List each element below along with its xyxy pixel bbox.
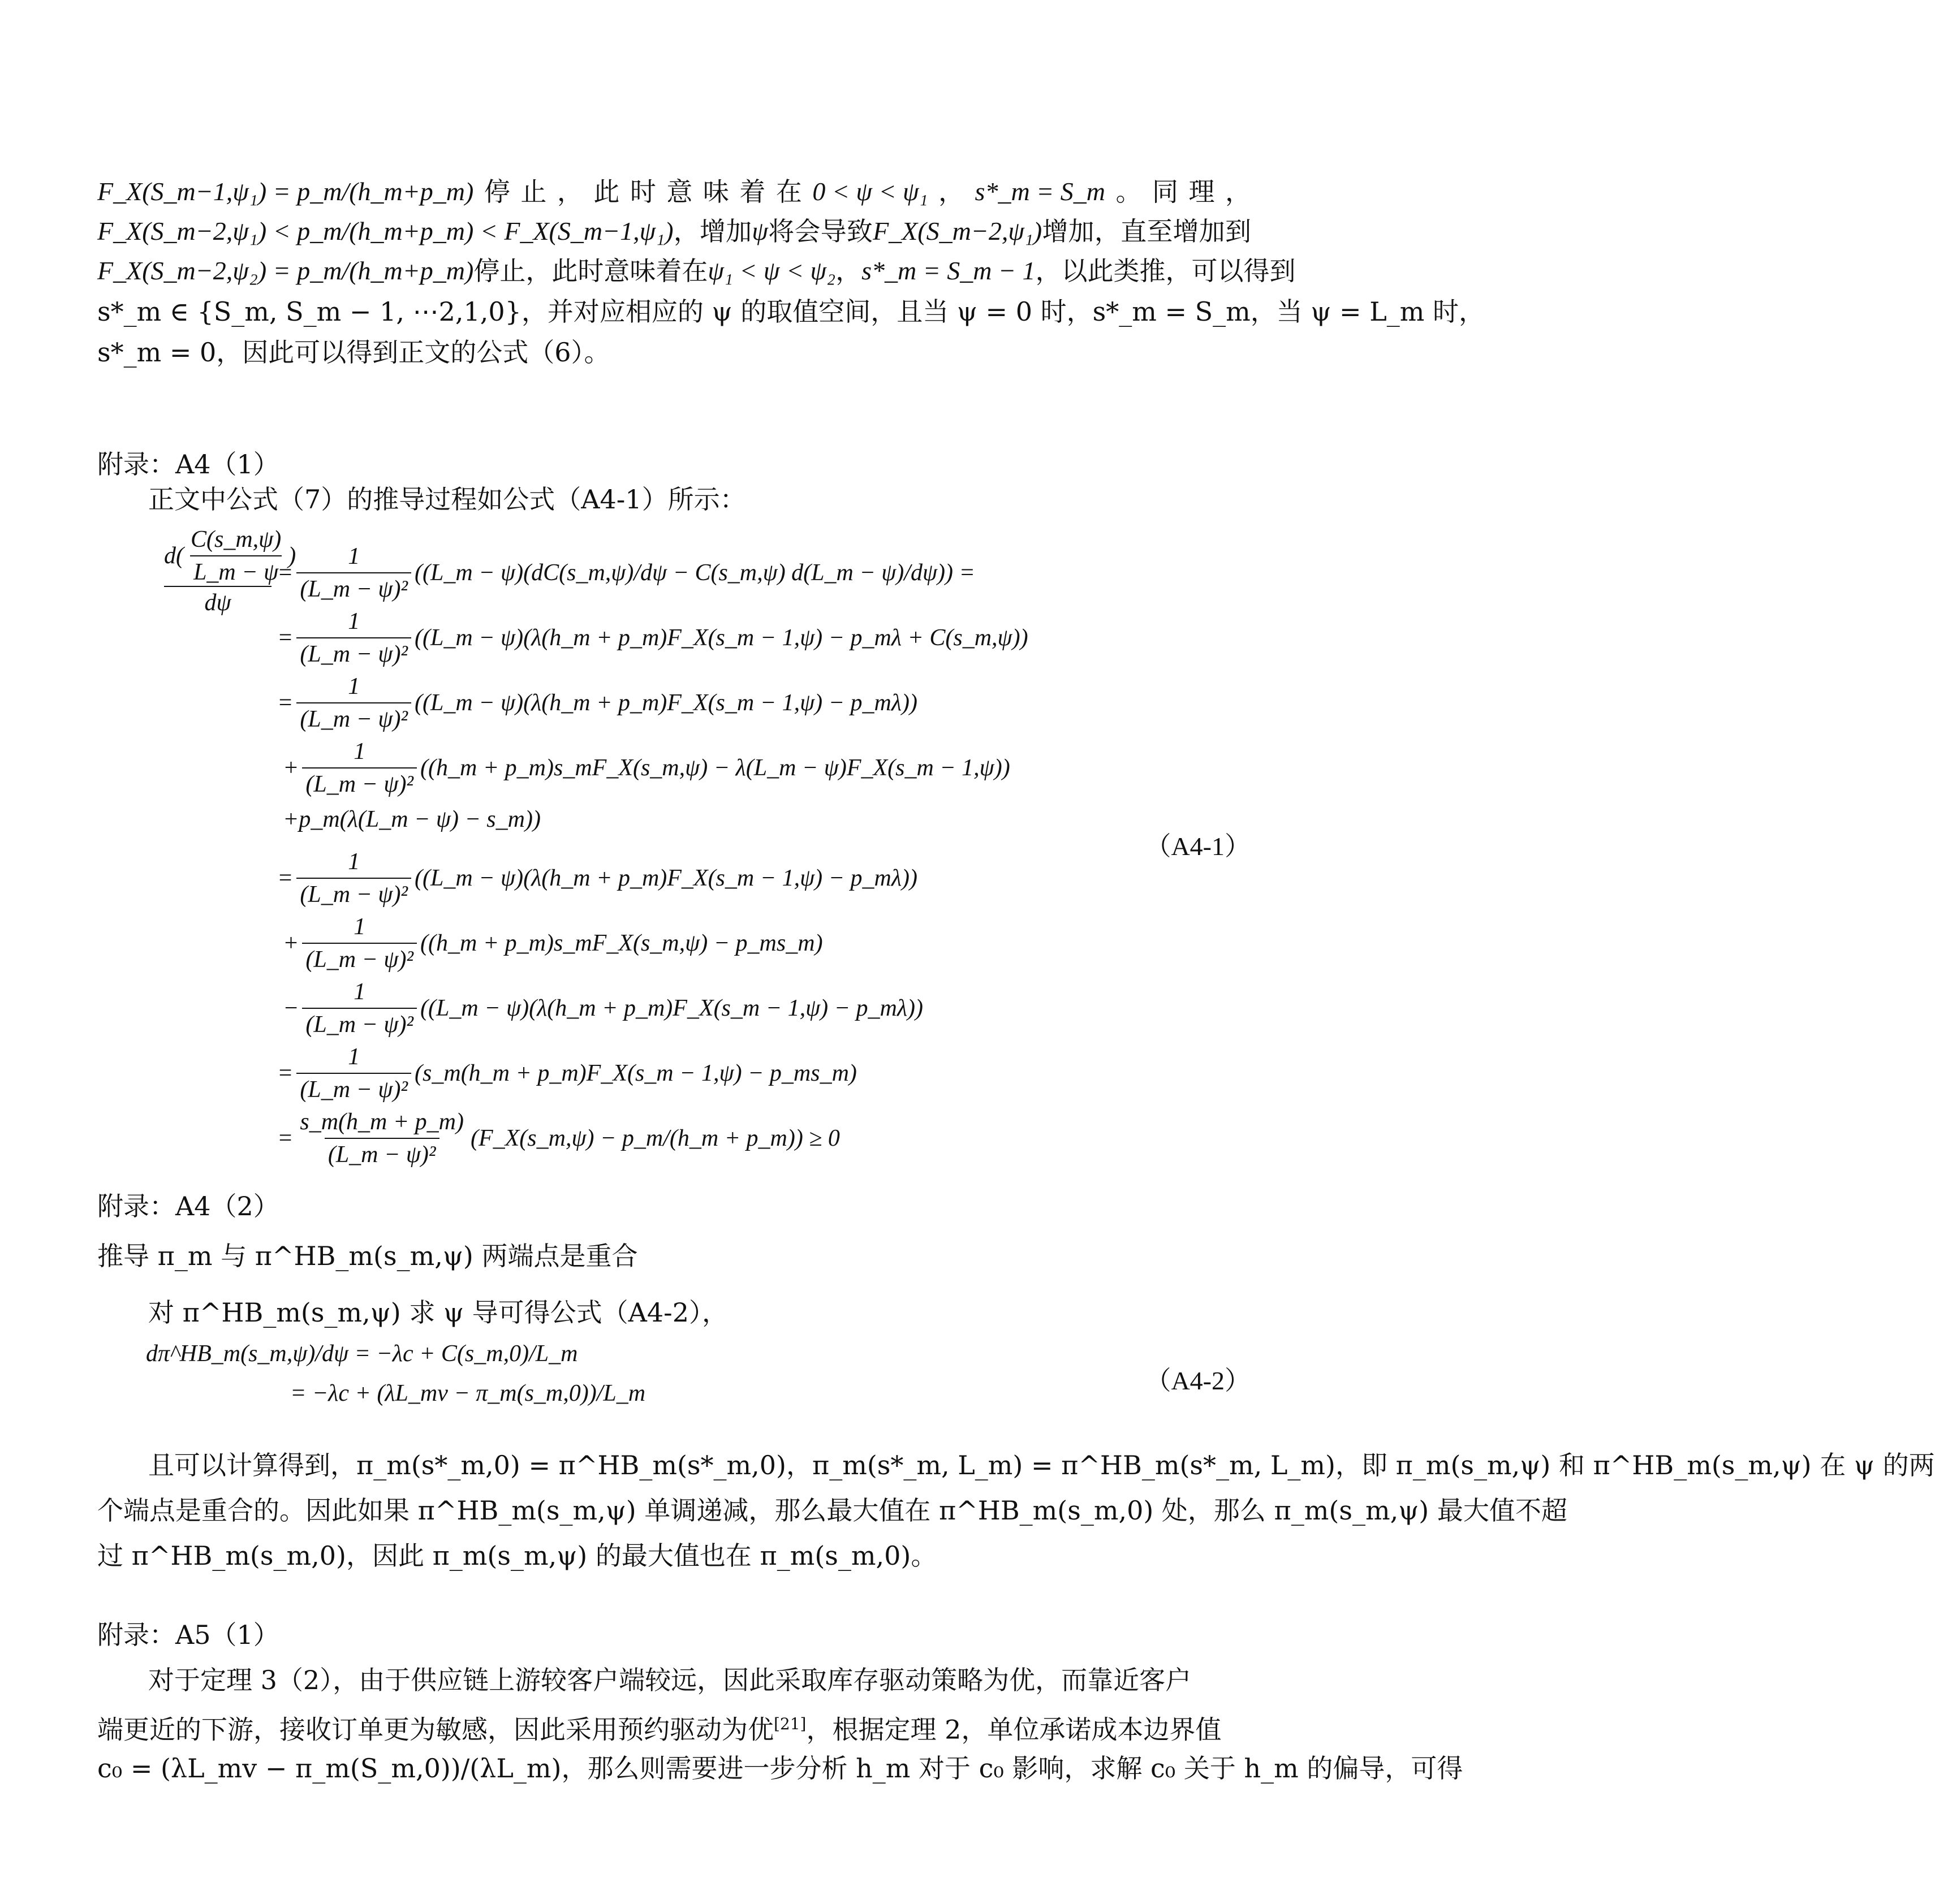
- appendix-a4-2-paragraph-1: 且可以计算得到，π_m(s*_m,0) = π^HB_m(s*_m,0)，π_m(s*_m, L_m) = π^HB_m(s*_m, L_m)，即 π_m(s_m,ψ) 和 π^HB_m(s_m,ψ) 在 ψ 的两: [148, 1450, 1935, 1480]
- text-segment: 导: [820, 216, 847, 247]
- text-segment: 加: [1068, 216, 1094, 247]
- text-segment: 直: [1121, 216, 1147, 247]
- appendix-a5-1-line-2: [97, 1707, 1251, 1747]
- text-segment: 增: [699, 216, 726, 247]
- equation-row-text: ((L_m − ψ)(λ(h_m + p_m)F_X(s_m − 1,ψ) − p_mλ)): [420, 995, 923, 1021]
- appendix-heading-a4-1: 附录：A4（1）: [97, 449, 279, 480]
- text-segment: F_X(S_m−2,ψ₂) = p_m/(h_m+p_m): [97, 256, 474, 285]
- paragraph-line-1: [97, 174, 1251, 209]
- fraction-denominator: (L_m − ψ)²: [296, 878, 411, 908]
- text-segment: 至: [1147, 216, 1173, 247]
- fraction-numerator: s_m(h_m + p_m): [300, 1109, 464, 1135]
- text-segment: 会: [794, 216, 821, 247]
- citation-reference[interactable]: [21]: [774, 1715, 807, 1733]
- text-segment: 停止，: [473, 256, 552, 286]
- equation-row-2: = $\frac{1}{\text{(L\_m − ψ)²}}$ ((L_m − ψ)(λ(h_m + p_m)F_X(s_m − 1,ψ) − p_mλ + C(s_m,ψ)): [277, 608, 1028, 667]
- lhs-d: d(: [164, 543, 184, 569]
- fraction-denominator: (L_m − ψ)²: [296, 637, 411, 668]
- text-segment: 着: [739, 176, 766, 207]
- equation-row-text: (s_m(h_m + p_m)F_X(s_m − 1,ψ) − p_ms_m): [415, 1060, 857, 1086]
- text-segment: F_X(S_m−1,ψ₁) = p_m/(h_m+p_m): [97, 177, 474, 206]
- lhs-inner-fraction: [187, 526, 285, 586]
- fraction-denominator: (L_m − ψ)²: [302, 767, 417, 798]
- text-segment: ，: [938, 176, 965, 207]
- appendix-a4-1-intro: 正文中公式（7）的推导过程如公式（A4-1）所示：: [148, 484, 746, 515]
- text-segment: ，: [835, 256, 862, 286]
- fraction-numerator: 1: [348, 543, 360, 569]
- text-segment: 增: [1173, 216, 1199, 247]
- text-segment: 加: [1199, 216, 1225, 247]
- fraction-numerator: 1: [348, 1044, 360, 1070]
- text-segment: F_X(S_m−2,ψ₁) < p_m/(h_m+p_m) < F_X(S_m−1,ψ₁): [97, 217, 674, 245]
- appendix-a4-2-line-2: 对 π^HB_m(s_m,ψ) 求 ψ 导可得公式（A4-2），: [148, 1297, 728, 1328]
- fraction-numerator: 1: [354, 914, 366, 940]
- equation-row-text: ((L_m − ψ)(λ(h_m + p_m)F_X(s_m − 1,ψ) − p_mλ)): [415, 865, 917, 891]
- equation-a4-1: [164, 520, 1182, 1188]
- equation-row-7: + $\frac{1}{\text{(L\_m − ψ)²}}$ ((h_m + p_m)s_mF_X(s_m,ψ) − p_ms_m): [283, 914, 823, 973]
- text-segment: 致: [846, 216, 873, 247]
- fraction-numerator: 1: [348, 673, 360, 700]
- text-segment: ，: [1035, 256, 1062, 286]
- appendix-a4-2-paragraph-2: 个端点是重合的。因此如果 π^HB_m(s_m,ψ) 单调递减，那么最大值在 π^HB_m(s_m,0) 处，那么 π_m(s_m,ψ) 最大值不超: [97, 1495, 1567, 1526]
- text-segment: 时: [630, 176, 656, 207]
- text-segment: 。: [1115, 176, 1142, 207]
- equation-row-8: − $\frac{1}{\text{(L\_m − ψ)²}}$ ((L_m − ψ)(λ(h_m + p_m)F_X(s_m − 1,ψ) − p_mλ)): [283, 979, 923, 1038]
- fraction-denominator: (L_m − ψ)²: [325, 1138, 439, 1168]
- appendix-heading-a4-2: 附录：A4（2）: [97, 1191, 279, 1221]
- text-segment: 意: [666, 176, 693, 207]
- fraction-numerator: 1: [348, 608, 360, 634]
- equation-a4-2-row-2: = −λc + (λL_mv − π_m(s_m,0))/L_m: [290, 1380, 646, 1406]
- paragraph-line-3: [97, 253, 1296, 288]
- equation-a4-2-row-1: dπ^HB_m(s_m,ψ)/dψ = −λc + C(s_m,0)/L_m: [146, 1341, 578, 1367]
- text-segment: 此: [593, 176, 620, 207]
- fraction-denominator: (L_m − ψ)²: [302, 943, 417, 973]
- text-segment: ，: [557, 176, 583, 207]
- lhs-inner-denominator: L_m − ψ: [190, 555, 282, 586]
- text-segment: ，: [1225, 176, 1251, 207]
- equation-row-text: ((h_m + p_m)s_mF_X(s_m,ψ) − λ(L_m − ψ)F_X(s_m − 1,ψ)): [420, 755, 1010, 781]
- equation-row-5: [283, 806, 541, 833]
- equation-row-4: + $\frac{1}{\text{(L\_m − ψ)²}}$ ((h_m + p_m)s_mF_X(s_m,ψ) − λ(L_m − ψ)F_X(s_m − 1,ψ)): [283, 739, 1010, 797]
- text-segment: ，: [673, 216, 700, 247]
- lhs-denominator: dψ: [164, 586, 271, 616]
- text-segment: 在: [775, 176, 802, 207]
- text-segment: 同: [1152, 176, 1178, 207]
- text-segment: ψ₁ < ψ < ψ₂: [708, 256, 836, 285]
- line-text: 端更近的下游，接收订单更为敏感，因此采用预约驱动为优: [97, 1714, 774, 1745]
- fraction-numerator: 1: [348, 849, 360, 875]
- fraction-numerator: 1: [354, 979, 366, 1005]
- lhs-close: ): [288, 543, 296, 569]
- equation-row-6: = $\frac{1}{\text{(L\_m − ψ)²}}$ ((L_m − ψ)(λ(h_m + p_m)F_X(s_m − 1,ψ) − p_mλ)): [277, 849, 917, 908]
- text-segment: 此时意味着在: [551, 256, 708, 286]
- appendix-a4-2-paragraph-3: 过 π^HB_m(s_m,0)，因此 π_m(s_m,ψ) 的最大值也在 π_m(s_m,0)。: [97, 1540, 937, 1571]
- fraction-denominator: (L_m − ψ)²: [296, 1073, 411, 1103]
- text-segment: F_X(S_m−2,ψ₁): [873, 217, 1042, 245]
- paragraph-line-4: s*_m ∈ {S_m, S_m − 1, ⋯2,1,0}，并对应相应的 ψ 的取值空间，且当 ψ = 0 时，s*_m = S_m，当 ψ = L_m 时，: [97, 296, 1485, 327]
- text-segment: 停: [484, 176, 510, 207]
- fraction-denominator: (L_m − ψ)²: [302, 1008, 417, 1038]
- appendix-a4-2-line-1: 推导 π_m 与 π^HB_m(s_m,ψ) 两端点是重合: [97, 1241, 638, 1271]
- equation-row-3: = $\frac{1}{\text{(L\_m − ψ)²}}$ ((L_m − ψ)(λ(h_m + p_m)F_X(s_m − 1,ψ) − p_mλ)): [277, 673, 917, 732]
- equation-row-text: ((L_m − ψ)(λ(h_m + p_m)F_X(s_m − 1,ψ) − p_mλ)): [415, 690, 917, 716]
- text-segment: s*_m = S_m − 1: [861, 256, 1036, 285]
- appendix-heading-a5-1: 附录：A5（1）: [97, 1620, 279, 1650]
- paragraph-line-2: [97, 214, 1251, 249]
- equation-lhs: [164, 526, 296, 616]
- paragraph-line-5: s*_m = 0，因此可以得到正文的公式（6）。: [97, 337, 610, 368]
- equation-number-a4-1: （A4-1）: [1145, 832, 1251, 861]
- text-segment: 到: [1225, 216, 1251, 247]
- equation-row-1: = $\frac{1}{\text{(L\_m − ψ)²}}$ ((L_m − ψ)(dC(s_m,ψ)/dψ − C(s_m,ψ) d(L_m − ψ)/dψ)) =: [277, 543, 975, 602]
- equation-row-10: = $\frac{s\_m(h\_m + p\_m)}{\text{(L\_m − ψ)²}}$ (F_X(s_m,ψ) − p_m/(h_m + p_m)) ≥ 0: [277, 1109, 840, 1168]
- equation-number-a4-2: （A4-2）: [1145, 1366, 1251, 1395]
- appendix-a5-1-line-1: 对于定理 3（2），由于供应链上游较客户端较远，因此采取库存驱动策略为优，而靠近客户: [148, 1665, 1192, 1695]
- equation-row-text: (F_X(s_m,ψ) − p_m/(h_m + p_m)) ≥ 0: [471, 1125, 840, 1151]
- equation-row-text: ((L_m − ψ)(dC(s_m,ψ)/dψ − C(s_m,ψ) d(L_m − ψ)/dψ)) =: [415, 560, 975, 586]
- text-segment: 理: [1188, 176, 1215, 207]
- text-segment: 止: [520, 176, 547, 207]
- fraction-numerator: 1: [354, 739, 366, 765]
- text-segment: 0 < ψ < ψ₁: [812, 177, 928, 206]
- equation-row-text: ((h_m + p_m)s_mF_X(s_m,ψ) − p_ms_m): [420, 930, 823, 956]
- lhs-inner-numerator: C(s_m,ψ): [191, 526, 282, 552]
- line-text: ，根据定理 2，单位承诺成本边界值: [806, 1714, 1222, 1745]
- fraction-denominator: (L_m − ψ)²: [296, 702, 411, 733]
- text-segment: 可以得到: [1191, 256, 1296, 286]
- text-segment: s*_m = S_m: [975, 177, 1105, 206]
- text-segment: 增: [1042, 216, 1068, 247]
- text-segment: ψ: [752, 217, 768, 245]
- equation-row-text: ((L_m − ψ)(λ(h_m + p_m)F_X(s_m − 1,ψ) − p_mλ + C(s_m,ψ)): [415, 625, 1028, 651]
- text-segment: ，: [1094, 216, 1121, 247]
- text-segment: 将: [768, 216, 795, 247]
- text-segment: 味: [703, 176, 729, 207]
- equation-row-text: +p_m(λ(L_m − ψ) − s_m)): [283, 806, 541, 832]
- equation-row-9: = $\frac{1}{\text{(L\_m − ψ)²}}$ (s_m(h_m + p_m)F_X(s_m − 1,ψ) − p_ms_m): [277, 1044, 857, 1103]
- text-segment: 以此类推，: [1061, 256, 1192, 286]
- text-segment: 加: [726, 216, 752, 247]
- fraction-denominator: (L_m − ψ)²: [296, 572, 411, 603]
- appendix-a5-1-line-3: c₀ = (λL_mv − π_m(S_m,0))/(λL_m)，那么则需要进一步分析 h_m 对于 c₀ 影响，求解 c₀ 关于 h_m 的偏导，可得: [97, 1753, 1463, 1784]
